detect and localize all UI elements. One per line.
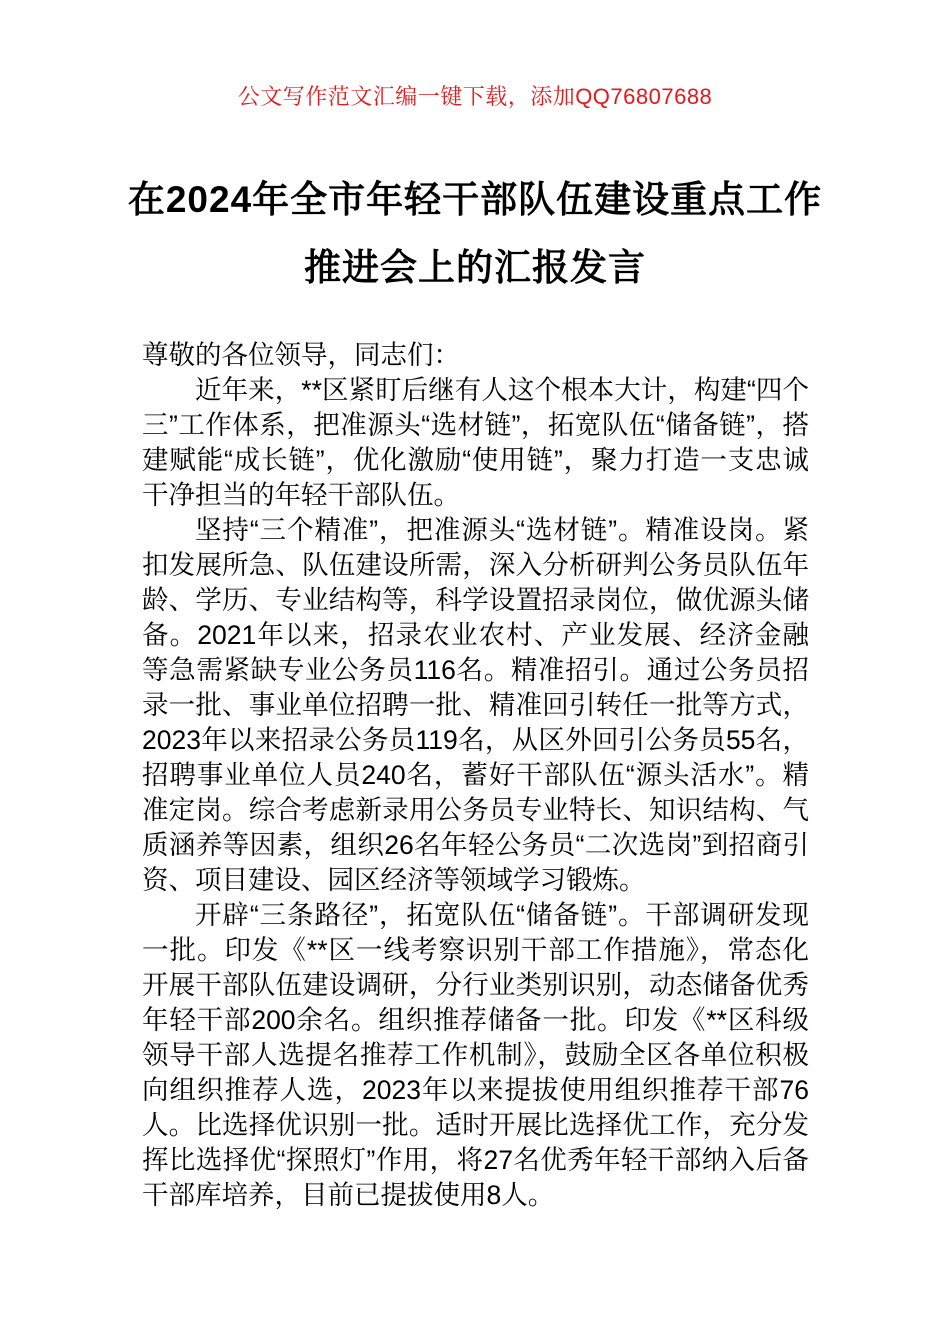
document-title	[80, 166, 870, 302]
document-body	[142, 338, 809, 1213]
paragraph-overview: 近年来，**区紧盯后继有人这个根本大计，构建“四个三”工作体系，把准源头“选材链”，拓宽队伍“储备链”，搭建赋能“成长链”，优化激励“使用链”，聚力打造一支忠诚干净担当的年轻干部队伍。	[142, 375, 809, 510]
download-notice: 公文写作范文汇编一键下载，添加QQ76807688	[237, 84, 713, 109]
paragraph-three-paths: 开辟“三条路径”，拓宽队伍“储备链”。干部调研发现一批。印发《**区一线考察识别干部工作措施》，常态化开展干部队伍建设调研，分行业类别识别，动态储备优秀年轻干部200余名。组织推荐储备一批。印发《**区科级领导干部人选提名推荐工作机制》，鼓励全区各单位积极向组织推荐人选，2023年以来提拔使用组织推荐干部76人。比选择优识别一批。适时开展比选择优工作，充分发挥比选择优“探照灯”作用，将27名优秀年轻干部纳入后备干部库培养，目前已提拔使用8人。	[142, 900, 809, 1210]
title-line-1: 在2024年全市年轻干部队伍建设重点工作	[127, 179, 823, 220]
title-line-2: 推进会上的汇报发言	[304, 247, 646, 288]
salutation: 尊敬的各位领导，同志们：	[142, 340, 460, 370]
paragraph-three-precisions: 坚持“三个精准”，把准源头“选材链”。精准设岗。紧扣发展所急、队伍建设所需，深入分析研判公务员队伍年龄、学历、专业结构等，科学设置招录岗位，做优源头储备。2021年以来，招录农业农村、产业发展、经济金融等急需紧缺专业公务员116名。精准招引。通过公务员招录一批、事业单位招聘一批、精准回引转任一批等方式，2023年以来招录公务员119名，从区外回引公务员55名，招聘事业单位人员240名，蓄好干部队伍“源头活水”。精准定岗。综合考虑新录用公务员专业特长、知识结构、气质涵养等因素，组织26名年轻公务员“二次选岗”到招商引资、项目建设、园区经济等领域学习锻炼。	[142, 515, 809, 895]
